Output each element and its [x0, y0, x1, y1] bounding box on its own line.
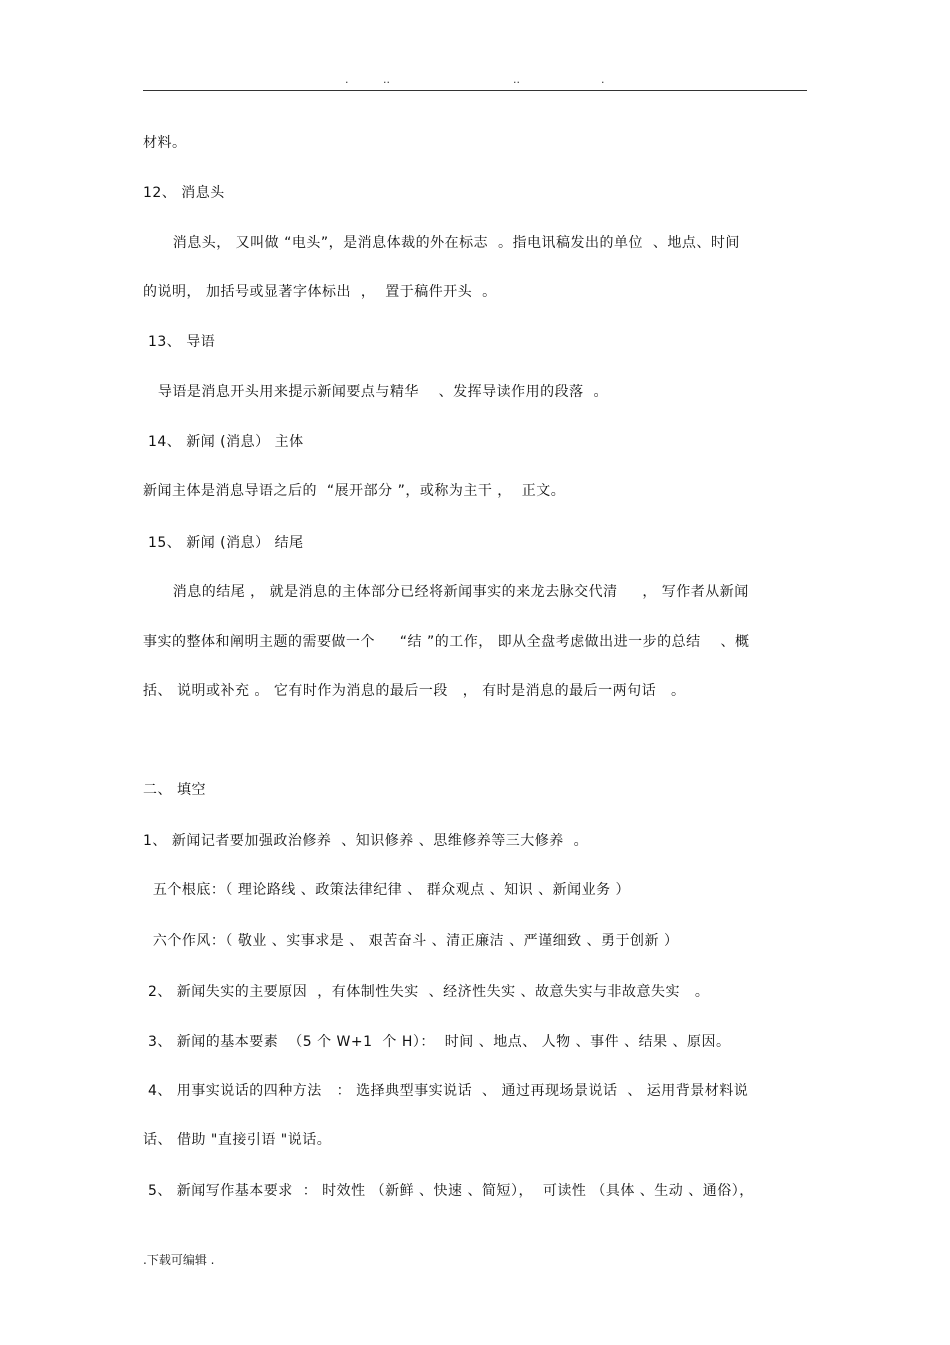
text-line: 括、 说明或补充 。 它有时作为消息的最后一段 ， 有时是消息的最后一两句话 。 — [143, 683, 686, 699]
text-line: 事实的整体和阐明主题的需要做一个 “结 ”的工作， 即从全盘考虑做出进一步的总结 、概 — [143, 634, 750, 650]
text-line: 新闻主体是消息导语之后的 “展开部分 ”，或称为主干 ， 正文。 — [143, 483, 566, 499]
text-line: 2、 新闻失实的主要原因 ，有体制性失实 、经济性失实 、故意失实与非故意失实 。 — [143, 984, 710, 1000]
text-line: 话、 借助 "直接引语 "说话。 — [143, 1132, 332, 1148]
header-mark: . — [345, 73, 349, 86]
text-line: 五个根底：（ 理论路线 、政策法律纪律 、 群众观点 、知识 、新闻业务 ） — [143, 882, 631, 898]
section-heading: 13、 导语 — [143, 334, 216, 350]
header-mark: .. — [513, 73, 520, 86]
header-mark: . — [601, 73, 605, 86]
section-heading: 15、 新闻 (消息） 结尾 — [143, 535, 304, 551]
header-divider — [143, 90, 807, 91]
page-footer: .下载可编辑 . — [143, 1253, 215, 1267]
section-heading: 14、 新闻 (消息） 主体 — [143, 434, 304, 450]
section-heading: 二、 填空 — [143, 782, 206, 798]
text-line: 材料。 — [143, 135, 187, 151]
text-line: 3、 新闻的基本要素 （5 个 W+1 个 H）： 时间 、地点、 人物 、事件 、结果 、原因。 — [143, 1034, 731, 1050]
text-line: 的说明， 加括号或显著字体标出 ， 置于稿件开头 。 — [143, 284, 497, 300]
text-line: 4、 用事实说话的四种方法 ： 选择典型事实说话 、 通过再现场景说话 、 运用背景材料说 — [143, 1083, 749, 1099]
text-line: 消息的结尾 ， 就是消息的主体部分已经将新闻事实的来龙去脉交代清 ， 写作者从新闻 — [143, 584, 749, 600]
text-line: 1、 新闻记者要加强政治修养 、知识修养 、思维修养等三大修养 。 — [143, 833, 589, 849]
text-line: 六个作风：（ 敬业 、实事求是 、 艰苦奋斗 、清正廉洁 、严谨细致 、勇于创新 ） — [143, 933, 679, 949]
header-mark: .. — [383, 73, 390, 86]
page-header — [143, 72, 807, 88]
text-line: 5、 新闻写作基本要求 ： 时效性 （新鲜 、快速 、简短）， 可读性 （具体 、生动 、通俗）， — [143, 1183, 754, 1199]
text-line: 消息头， 又叫做 “电头”，是消息体裁的外在标志 。指电讯稿发出的单位 、地点、时间 — [143, 235, 740, 251]
text-line: 导语是消息开头用来提示新闻要点与精华 、发挥导读作用的段落 。 — [143, 384, 609, 400]
section-heading: 12、 消息头 — [143, 185, 225, 201]
